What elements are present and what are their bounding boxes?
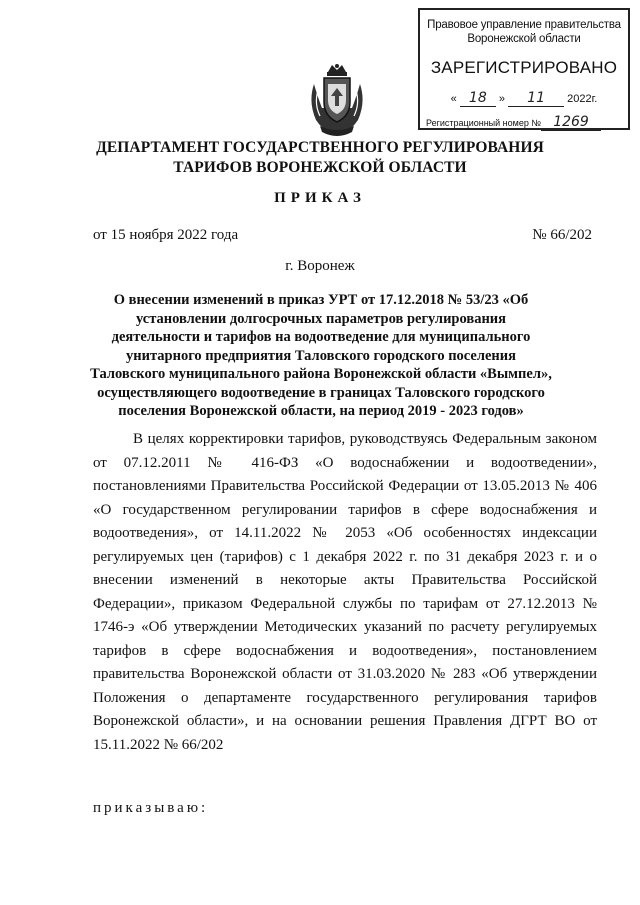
stamp-date — [420, 90, 628, 107]
stamp-reg-number-value: 1269 — [541, 114, 601, 131]
stamp-day: 18 — [460, 90, 496, 107]
stamp-registered: ЗАРЕГИСТРИРОВАНО — [430, 58, 618, 77]
stamp-year: 2022г. — [567, 93, 598, 105]
department-line-1: ДЕПАРТАМЕНТ ГОСУДАРСТВЕННОГО РЕГУЛИРОВАНИЯ — [96, 139, 544, 156]
doc-type: ПРИКАЗ — [274, 190, 366, 206]
order-number: № 66/202 — [532, 227, 592, 243]
registration-stamp — [418, 8, 630, 130]
stamp-date-close-quote: » — [498, 93, 506, 105]
order-word: приказываю: — [93, 800, 209, 816]
coat-of-arms-icon — [306, 62, 368, 140]
city: г. Воронеж — [285, 258, 355, 274]
order-date: от 15 ноября 2022 года — [93, 227, 239, 243]
stamp-date-open-quote: « — [450, 93, 457, 105]
stamp-line-1: Правовое управление правительства — [427, 19, 621, 31]
stamp-reg-number-label: Регистрационный номер № — [426, 118, 542, 128]
stamp-line-2: Воронежской области — [467, 33, 581, 45]
order-title: О внесении изменений в приказ УРТ от 17.12.2018 № 53/23 «Об установлении долгосрочных параметров регулирования деятельности и тарифов на водоотведение для муниципального унитарного предприятия Таловского городского поселения Таловского муниципального района Воронежской области «Вымпел», осуществляющего водоотведение в границах Таловского городского поселения Воронежской области, на период 2019 - 2023 годов» — [90, 292, 552, 419]
body-paragraph: В целях корректировки тарифов, руководствуясь Федеральным законом от 07.12.2011 № 416-ФЗ «О водоснабжении и водоотведении», постановлениями Правительства Российской Федерации от 13.05.2013 № 406 «О государственном регулировании тарифов в сфере водоснабжения и водоотведения», от 14.11.2022 № 2053 «Об особенностях индексации регулируемых цен (тарифов) с 1 декабря 2022 г. по 31 декабря 2023 г. и о внесении изменений в некоторые акты Правительства Российской Федерации», приказом Федеральной службы по тарифам от 27.12.2013 № 1746-э «Об утверждении Методических указаний по расчету регулируемых тарифов в сфере водоснабжения и водоотведения», постановлением правительства Воронежской области от 31.03.2020 № 283 «Об утверждении Положения о департаменте государственного регулирования тарифов Воронежской области», и на основании решения Правления ДГРТ ВО от 15.11.2022 № 66/202 — [93, 431, 597, 753]
stamp-month: 11 — [508, 90, 564, 107]
stamp-reg-number — [426, 114, 622, 131]
department-name — [0, 138, 640, 178]
department-line-2: ТАРИФОВ ВОРОНЕЖСКОЙ ОБЛАСТИ — [173, 159, 467, 176]
